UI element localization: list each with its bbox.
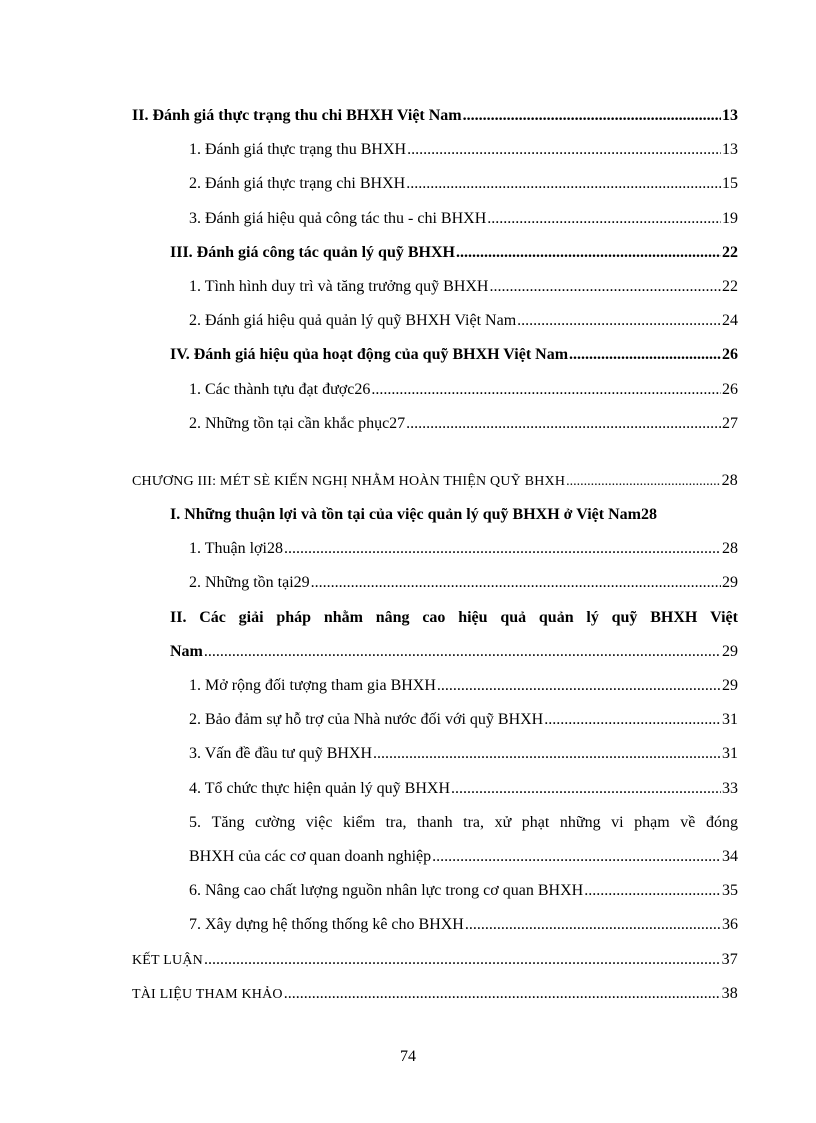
toc-entry-title: 1. Các thành tựu đạt được26 <box>189 380 371 398</box>
toc-entry-title: IV. Đánh giá hiệu qủa hoạt động của quỹ BHXH Việt Nam <box>170 346 569 364</box>
toc-entry-title: 7. Xây dựng hệ thống thống kê cho BHXH <box>189 916 464 934</box>
toc-entry-title: I. Những thuận lợi và tồn tại của việc quản lý quỹ BHXH ở Việt Nam <box>170 506 641 524</box>
toc-entry-page: 29 <box>722 677 738 694</box>
toc-entry-title: TÀI LIỆU THAM KHẢO <box>132 986 283 1002</box>
toc-entry <box>132 498 738 532</box>
toc-entry-page: 13 <box>722 107 738 124</box>
toc-word: nâng <box>375 608 410 626</box>
toc-entry <box>132 669 738 703</box>
toc-entry-page: 38 <box>721 984 738 1002</box>
toc-entry <box>132 133 738 167</box>
toc-entry-page: 35 <box>722 882 738 900</box>
toc-entry-page: 28 <box>640 506 657 524</box>
toc-entry <box>132 874 738 908</box>
toc-entry-title: 1. Thuận lợi28 <box>189 540 283 558</box>
toc-word: pháp <box>276 608 312 626</box>
toc-word: đóng <box>705 813 738 831</box>
toc-word: quả <box>500 608 527 626</box>
toc-entry-title: 2. Đánh giá thực trạng chi BHXH <box>189 175 406 193</box>
toc-entry-wrapped-line <box>132 601 738 635</box>
toc-word: hiệu <box>458 608 488 626</box>
toc-word: Việt <box>710 608 738 626</box>
toc-entry <box>132 840 738 874</box>
toc-word: Các <box>199 608 226 626</box>
toc-entry-page: 15 <box>722 175 738 193</box>
toc-entry-title: 1. Tình hình duy trì và tăng trưởng quỹ BHXH <box>189 277 489 295</box>
toc-entry-title: Nam <box>170 642 203 660</box>
toc-entry-page: 19 <box>722 209 738 227</box>
toc-entry-title: III. Đánh giá công tác quản lý quỹ BHXH <box>170 243 455 261</box>
toc-word: BHXH <box>650 608 698 626</box>
toc-entry <box>132 236 738 270</box>
toc-entry-title: KẾT LUẬN <box>132 952 203 968</box>
toc-word: việc <box>305 813 333 831</box>
toc-entry <box>132 532 738 566</box>
toc-word: thanh <box>417 813 453 831</box>
toc-entry-page: 37 <box>721 950 738 968</box>
toc-entry-title: 6. Nâng cao chất lượng nguồn nhân lực trong cơ quan BHXH <box>189 882 584 900</box>
toc-entry-page: 31 <box>722 745 738 763</box>
toc-word: tra, <box>385 813 407 831</box>
toc-entry-title: 2. Bảo đảm sự hỗ trợ của Nhà nước đối với quỹ BHXH <box>189 711 544 729</box>
toc-entry-wrapped-line <box>132 806 738 840</box>
toc-entry <box>132 635 738 669</box>
toc-entry-page: 22 <box>722 243 738 261</box>
toc-word: lý <box>586 608 599 626</box>
toc-entry-title: 2. Những tồn tại cần khắc phục27 <box>189 414 406 432</box>
toc-entry-title: 4. Tổ chức thực hiện quản lý quỹ BHXH <box>189 779 451 797</box>
toc-entry <box>132 167 738 201</box>
toc-word: vi <box>611 813 624 831</box>
toc-entry <box>132 202 738 236</box>
toc-word: cao <box>422 608 446 626</box>
toc-word: xử <box>494 813 512 831</box>
toc-entry-title: 1. Đánh giá thực trạng thu BHXH <box>189 141 407 159</box>
toc-entry-conclusion <box>132 943 738 977</box>
toc-chapter-entry <box>132 464 738 498</box>
toc-entry-page: 13 <box>722 141 738 159</box>
toc-entry-title: CHƯƠNG III: MÉT SÈ KIẾN NGHỊ NHẰM HOÀN THIỆN QUỸ BHXH <box>132 473 566 489</box>
toc-entry-page: 33 <box>722 779 738 797</box>
toc-word: những <box>559 813 601 831</box>
toc-entry-page: 28 <box>722 540 738 558</box>
toc-entry-page: 36 <box>722 916 738 934</box>
toc-word: phạt <box>521 813 550 831</box>
toc-entry <box>132 99 738 133</box>
toc-word: tra, <box>463 813 484 831</box>
toc-word: quỹ <box>611 608 638 626</box>
toc-word: Tăng <box>211 813 245 831</box>
toc-entry-page: 28 <box>721 471 738 489</box>
toc-entry-title: 1. Mở rộng đối tượng tham gia BHXH <box>189 677 436 694</box>
toc-entry-page: 26 <box>722 346 738 364</box>
toc-entry <box>132 566 738 600</box>
toc-word: phạm <box>634 813 670 831</box>
toc-entry-title: 2. Những tồn tại29 <box>189 574 310 592</box>
toc-entry <box>132 772 738 806</box>
toc-entry-references <box>132 977 738 1011</box>
toc-entry <box>132 407 738 441</box>
toc-word: II. <box>170 608 187 626</box>
toc-entry <box>132 373 738 407</box>
toc-entry-title: 3. Đánh giá hiệu quả công tác thu - chi BHXH <box>189 209 487 227</box>
toc-entry-title: BHXH của các cơ quan doanh nghiệp <box>189 847 432 865</box>
toc-entry-page: 31 <box>722 711 738 729</box>
toc-word: nhằm <box>323 608 363 626</box>
toc-word: cường <box>255 813 296 831</box>
toc-word: về <box>680 813 696 831</box>
toc-word: giải <box>238 608 264 626</box>
toc-entry-title: II. Đánh giá thực trạng thu chi BHXH Việt Nam <box>132 107 462 124</box>
toc-entry <box>132 304 738 338</box>
toc-entry-page: 34 <box>722 847 738 865</box>
toc-entry-page: 29 <box>722 574 738 592</box>
toc-word: 5. <box>189 813 201 831</box>
table-of-contents <box>132 99 738 1011</box>
toc-entry-page: 29 <box>722 642 738 660</box>
toc-entry-page: 27 <box>722 414 738 432</box>
toc-entry <box>132 737 738 771</box>
toc-word: kiểm <box>343 813 376 831</box>
toc-entry-page: 24 <box>722 312 738 330</box>
toc-entry-title: 2. Đánh giá hiệu quả quản lý quỹ BHXH Việt Nam <box>189 312 517 330</box>
toc-entry-title: 3. Vấn đề đầu tư quỹ BHXH <box>189 745 373 763</box>
toc-entry <box>132 338 738 372</box>
toc-word: quản <box>538 608 574 626</box>
toc-entry <box>132 270 738 304</box>
toc-entry-page: 26 <box>722 380 738 398</box>
toc-entry <box>132 908 738 942</box>
toc-entry-page: 22 <box>722 277 738 295</box>
page-number: 74 <box>400 1048 416 1065</box>
toc-entry <box>132 703 738 737</box>
